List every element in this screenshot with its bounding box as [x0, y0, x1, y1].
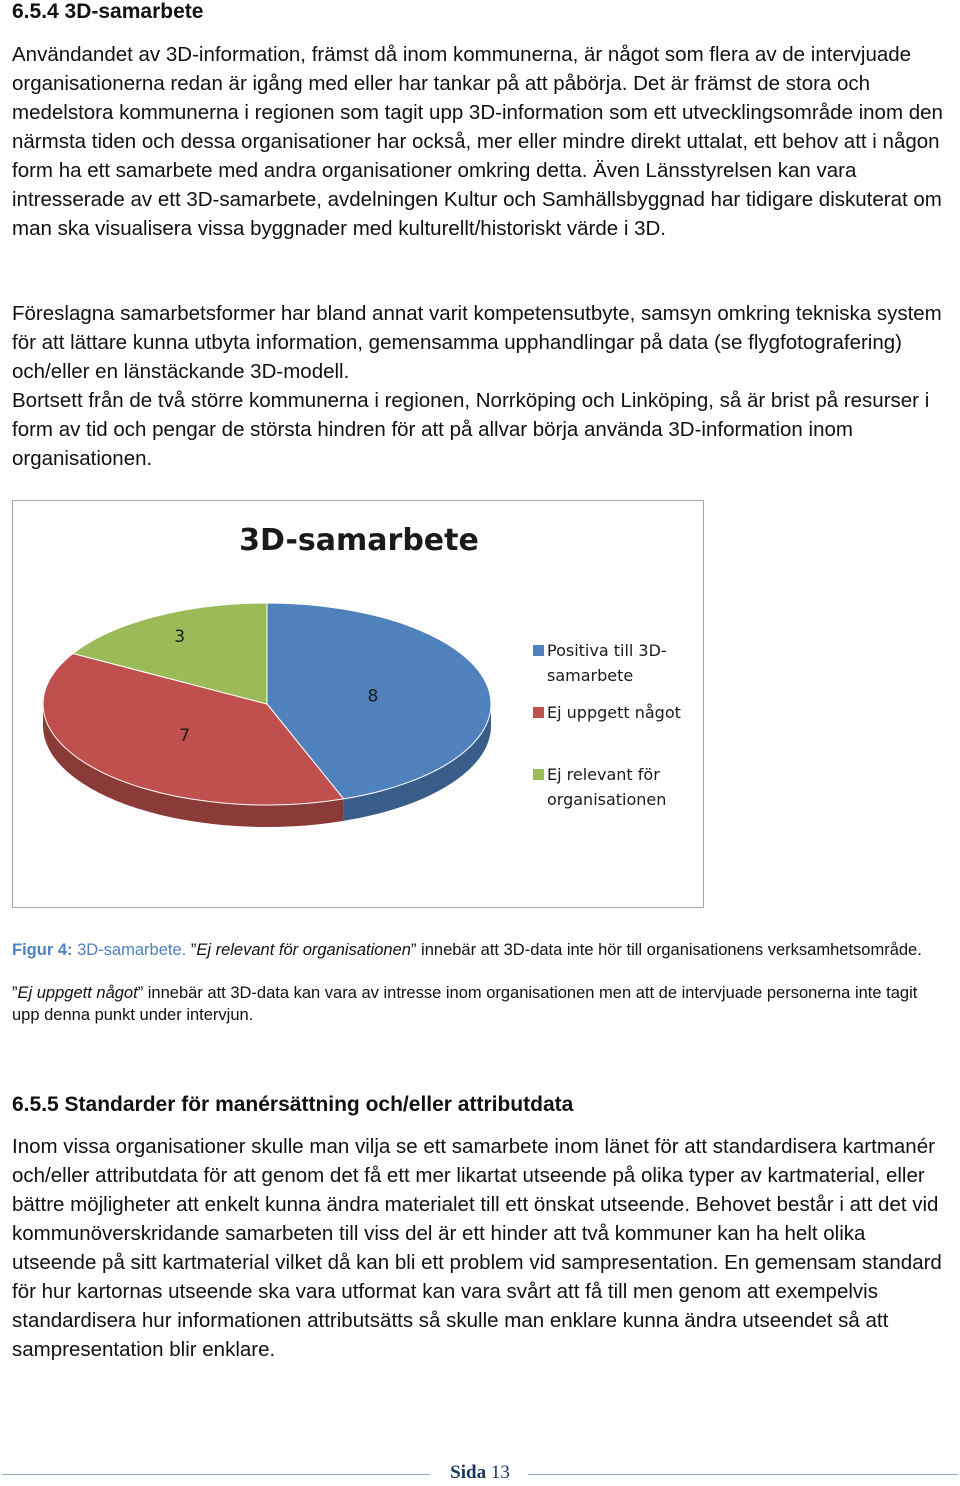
figure-caption — [12, 940, 948, 962]
caption-definition-ej-uppgett: ” innebär att 3D-data kan vara av intresse inom organisationen men att de intervjuade personerna inte tagit upp denna punkt under intervjun. — [12, 984, 918, 1024]
chart-legend — [533, 641, 681, 809]
caption-term-ej-relevant: Ej relevant för organisationen — [196, 941, 411, 959]
page-footer — [440, 1462, 520, 1484]
footer-rule-right — [528, 1474, 958, 1475]
footer-rule-left — [2, 1474, 430, 1475]
figure-title: 3D-samarbete. — [77, 941, 187, 959]
chart-title: 3D-samarbete — [239, 523, 479, 558]
section-heading-standarder: 6.5.5 Standarder för manérsättning och/eller attributdata — [12, 1093, 574, 1116]
legend-label-1: Positiva till 3D- — [547, 641, 667, 660]
pie-data-label-2: 7 — [179, 726, 191, 747]
footer-page-label: Sida — [450, 1462, 487, 1483]
caption-quote-open: ” — [12, 984, 18, 1002]
caption-term-ej-uppgett: Ej uppgett något — [17, 984, 138, 1002]
paragraph-3d-usage: Användandet av 3D-information, främst då inom kommunerna, är något som flera av de intervjuade organisationerna redan är igång med eller har tankar på att påbörja. Det är främst de stora och medelstora kommunerna i regionen som tagit upp 3D-information som ett utvecklingsområde inom den närmsta tiden och dessa organisationer har också, mer eller mindre direkt uttalat, ett behov att i någon form ha ett samarbete med andra organisationer omkring detta. Även Länsstyrelsen kan vara intresserade av ett 3D-samarbete, avdelningen Kultur och Samhällsbyggnad har tidigare diskuterat om man ska visualisera vissa byggnader med kulturellt/historiskt värde i 3D. — [12, 43, 943, 240]
caption-quote-open: ” — [190, 941, 197, 959]
legend-swatch-3 — [533, 769, 544, 780]
pie-chart-canvas — [13, 501, 705, 909]
legend-swatch-1 — [533, 645, 544, 656]
legend-label-2: Ej uppgett något — [547, 703, 681, 722]
pie-data-label-1: 8 — [367, 686, 379, 707]
figure-label: Figur 4: — [12, 941, 73, 959]
paragraph-standarder: Inom vissa organisationer skulle man vilja se ett samarbete inom länet för att standardisera kartmanér och/eller attributdata för att genom det få ett mer likartat utseende på olika typer av kartmaterial, eller bättre möjligheter att enkelt kunna ändra materialet till ett önskat utseende. Behovet består i att det vid kommunöverskridande samarbeten till viss del är ett hinder att två kommuner kan ha helt olika utseende på sitt kartmaterial vilket då kan bli ett problem vid sampresentation. En gemensam standard för hur kartornas utseende ska vara utformat kan vara svårt att få till men genom att exempelvis standardisera hur informationen attributsätts så skulle man enklare kunna ändra utseendet så att sampresentation blir enklare. — [12, 1135, 942, 1361]
legend-label-3: Ej relevant för — [547, 765, 660, 784]
paragraph-collaboration-forms: Föreslagna samarbetsformer har bland annat varit kompetensutbyte, samsyn omkring tekniska system för att lättare kunna utbyta information, gemensamma upphandlingar på data (se flygfotografering) och/eller en länstäckande 3D-modell. — [12, 302, 942, 383]
paragraph-resource-shortage: Bortsett från de två större kommunerna i regionen, Norrköping och Linköping, så är brist på resurser i form av tid och pengar de största hindren för att på allvar börja använda 3D-information inom organisationen. — [12, 389, 930, 470]
legend-swatch-2 — [533, 707, 544, 718]
footer-page-number: 13 — [490, 1462, 510, 1483]
pie-data-label-3: 3 — [174, 626, 186, 647]
figure-caption-note — [12, 983, 948, 1026]
section-heading-3d-samarbete: 6.5.4 3D-samarbete — [12, 0, 204, 23]
legend-label-1: samarbete — [547, 666, 634, 685]
caption-definition-ej-relevant: ” innebär att 3D-data inte hör till organisationens verksamhetsområde. — [410, 941, 922, 959]
pie-chart — [12, 500, 704, 908]
legend-label-3: organisationen — [547, 790, 667, 809]
